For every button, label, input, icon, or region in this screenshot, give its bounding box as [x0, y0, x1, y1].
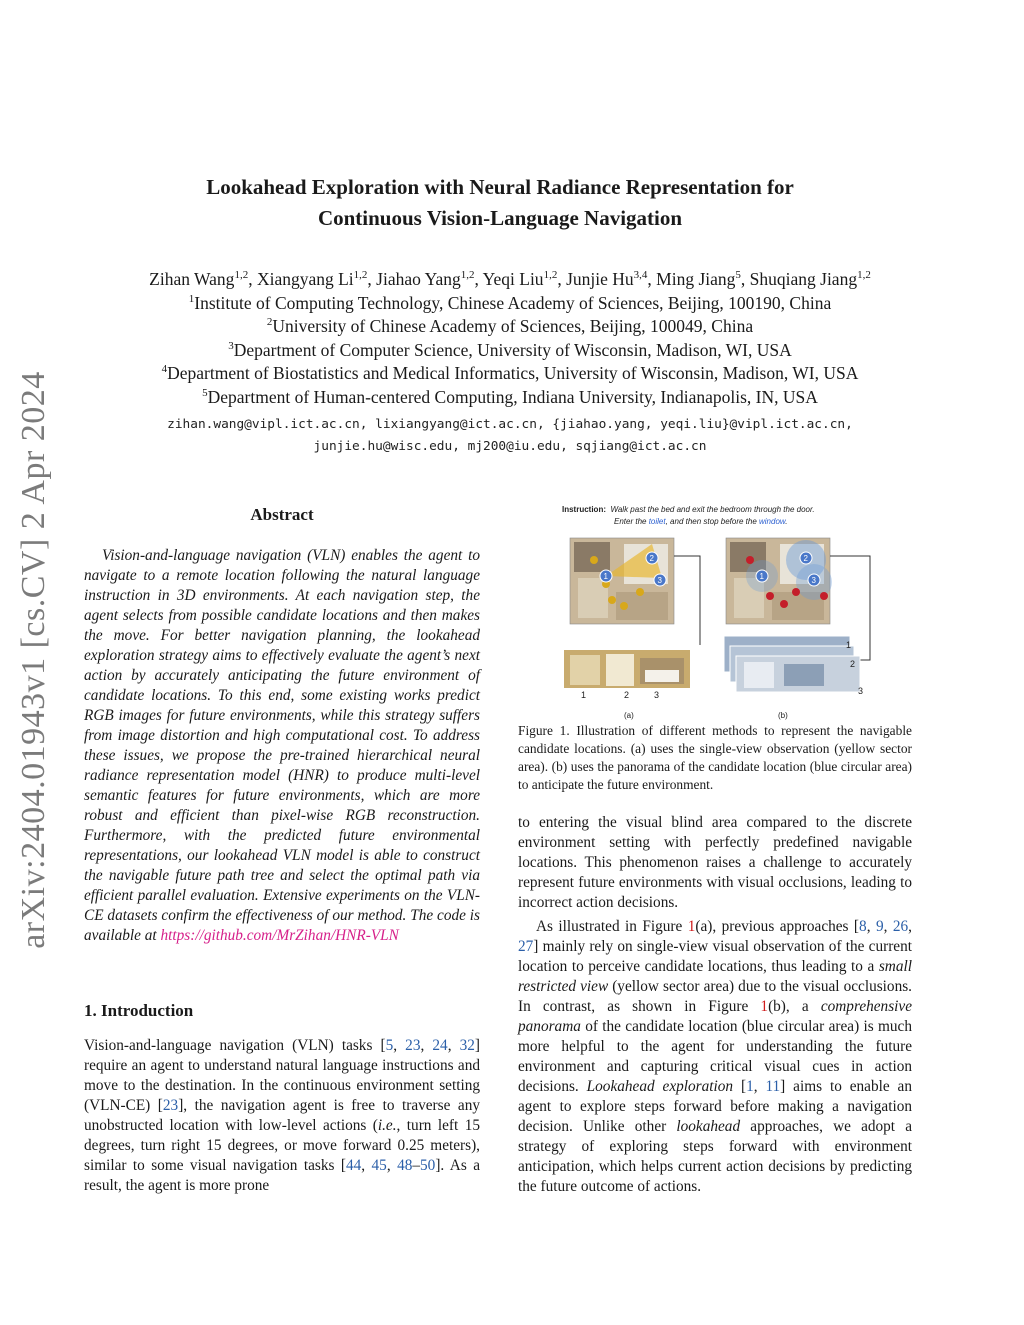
figure-ref[interactable]: 1: [760, 998, 769, 1015]
citation[interactable]: 45: [371, 1157, 387, 1174]
arxiv-side-label: arXiv:2404.01943v1 [cs.CV] 2 Apr 2024: [15, 371, 52, 949]
citation[interactable]: 50: [420, 1157, 436, 1174]
figure-instruction: Instruction: Walk past the bed and exit the bedroom through the door.: [562, 505, 815, 514]
citation[interactable]: 26: [892, 918, 909, 935]
affiliation: $^3$Department of Computer Science, University of Wisconsin, Madison, WI, USA: [228, 339, 792, 360]
figure-caption: Figure 1. Illustration of different methods to represent the navigable candidate locations. (a) uses the single-view observation (yellow sector area). (b) uses the panorama of the candidate location (blue circular area) to anticipate the future environment.: [518, 723, 912, 792]
author-block: [60, 268, 960, 409]
paper-title: Lookahead Exploration with Neural Radiance Representation for Continuous Vision-Language Navigation: [206, 175, 794, 230]
svg-text:1: 1: [759, 572, 764, 581]
citation[interactable]: 23: [162, 1097, 179, 1114]
affiliation: $^5$Department of Human-centered Computing, Indiana University, Indianapolis, IN, USA: [202, 386, 818, 407]
intro-paragraph: Vision-and-language navigation (VLN) tasks [5, 23, 24, 32] require an agent to understand natural language instructions and move to the destination. In the continuous environment setting (VLN-CE) [23], the navigation agent is free to traverse any unobstructed location with low-level actions (i.e., turn left 15 degrees, turn right 15 degrees, or move forward 0.25 meters), similar to some visual navigation tasks [44, 45, 48–50]. As a result, the agent is more prone: [84, 1037, 481, 1194]
section-heading-introduction: 1. Introduction: [84, 1001, 194, 1020]
observation-strip-a: [564, 650, 690, 688]
abstract-body: Vision-and-language navigation (VLN) enables the agent to navigate to a remote location following the natural language instruction in 3D environments. At each navigation step, the agent selects from possible candidate locations and then makes the move. For better navigation planning, the lookahead exploration strategy aims to effectively evaluate the agent’s next action by accurately anticipating the future environment of candidate locations. To this end, some existing works predict RGB images for future environments, while this strategy suffers from image distortion and high computational cost. To address these issues, we propose the pre-trained hierarchical neural radiance representation model (HNR) to produce multi-level semantic features for future environments, which are more robust and efficient than pixel-wise RGB reconstruction. Furthermore, with the predicted future environmental representations, our lookahead VLN model is able to construct the navigable future path tree and select the optimal path via efficient parallel evaluation. Extensive experiments on the VLN-CE datasets confirm the effectiveness of our method. The code is available at https://github.com/MrZihan/HNR-VLN: [84, 547, 480, 944]
figure-1: Instruction: Walk past the bed and exit the bedroom through the door. Enter the toilet, and then stop before the window. 1 2 3 1 2 3 1 2 3 1 2 3 (a) (b): [540, 500, 900, 725]
abstract-heading: Abstract: [250, 505, 314, 524]
figure-illustration: [540, 500, 900, 725]
citation[interactable]: 44: [345, 1157, 362, 1174]
panel-label-b: (b): [778, 711, 788, 720]
citation[interactable]: 9: [875, 918, 884, 935]
marker-2: 2: [649, 554, 654, 563]
svg-text:3: 3: [811, 576, 816, 585]
figure-ref[interactable]: 1: [687, 918, 696, 935]
affiliation: $^1$Institute of Computing Technology, Chinese Academy of Sciences, Beijing, 100190, China: [188, 292, 832, 313]
citation[interactable]: 11: [765, 1078, 781, 1095]
author-list: Zihan Wang$^{1,2}$, Xiangyang Li$^{1,2}$, Jiahao Yang$^{1,2}$, Yeqi Liu$^{1,2}$, Junjie Hu$^{3,4}$, Ming Jiang$^5$, Shuqiang Jiang$^{1,2}$: [149, 269, 871, 289]
citation[interactable]: 5: [385, 1037, 394, 1054]
code-link[interactable]: https://github.com/MrZihan/HNR-VLN: [160, 927, 399, 944]
right-column-text: to entering the visual blind area compared to the discrete environment setting with perfectly predefined navigable locations. This phenomenon raises a challenge to accurately represent future environments with visual occlusions, leading to incorrect action decisions. As illustrated in Figure 1(a), previous approaches [8, 9, 26, 27] mainly rely on single-view visual observation of the current location to perceive candidate locations, thus leading to a small restricted view (yellow sector area) due to the visual occlusions. In contrast, as shown in Figure 1(b), a comprehensive panorama of the candidate location (blue circular area) is much more helpful to the agent for understanding the future environment and capturing critical visual cues in action decisions. Lookahead exploration [1, 11] aims to enable an agent to explore steps forward before making a navigation decision. Unlike other lookahead approaches, we adopt a strategy of exploring steps forward with environment anticipation, which helps current action decisions by predicting the future outcome of actions.: [518, 814, 913, 1195]
marker-3: 3: [657, 576, 662, 585]
citation[interactable]: 1: [746, 1078, 754, 1095]
map-panel-b: [726, 538, 832, 624]
citation[interactable]: 8: [859, 918, 867, 935]
panorama-stack-b: [724, 636, 860, 692]
svg-text:2: 2: [803, 554, 808, 563]
map-panel-a: [570, 538, 674, 624]
author-emails: zihan.wang@vipl.ict.ac.cn, lixiangyang@ict.ac.cn, {jiahao.yang, yeqi.liu}@vipl.ict.ac.cn, junjie.hu@wisc.edu, mj200@iu.edu, sqjiang@ict.ac.cn: [167, 417, 853, 454]
marker-1: 1: [603, 572, 608, 581]
citation[interactable]: 32: [459, 1037, 475, 1054]
panel-label-a: (a): [624, 711, 634, 720]
citation[interactable]: 23: [405, 1037, 421, 1054]
citation[interactable]: 24: [432, 1037, 448, 1054]
citation[interactable]: 27: [518, 938, 534, 955]
citation[interactable]: 48: [397, 1157, 413, 1174]
affiliation: $^2$University of Chinese Academy of Sciences, Beijing, 100049, China: [266, 316, 754, 336]
affiliation: $^4$Department of Biostatistics and Medical Informatics, University of Wisconsin, Madison, WI, USA: [161, 363, 859, 383]
